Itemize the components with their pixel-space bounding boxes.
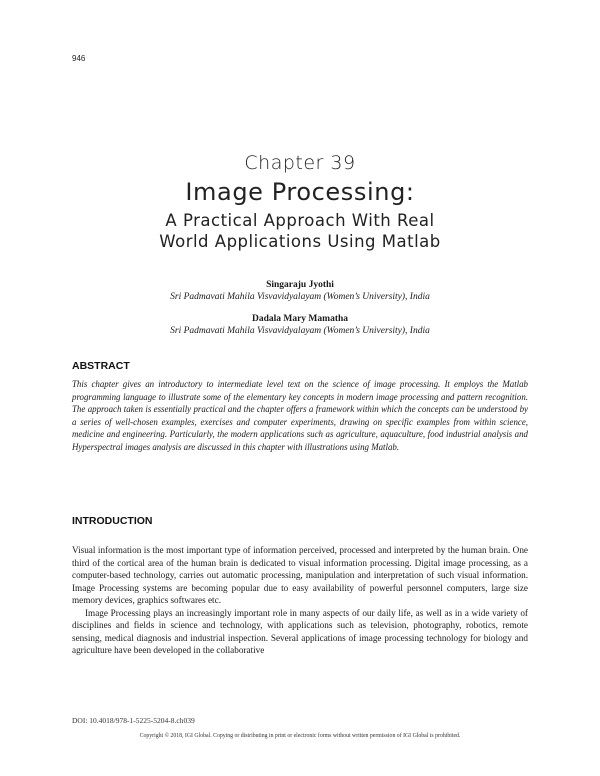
page-number: 946 <box>72 54 86 63</box>
introduction-paragraph-1: Visual information is the most important type of information perceived, processed and interpreted by the human brain. One third of the cortical area of the human brain is dedicated to visual information processing. Digital image processing, as a computer-based technology, carries out automatic processing, manipulation and interpretation of such visual information. Image Processing systems are becoming popular due to easy availability of powerful personnel computers, large size memory devices, graphics softwares etc. <box>72 545 528 605</box>
abstract-heading: ABSTRACT <box>72 360 130 372</box>
doi: DOI: 10.4018/978-1-5225-5204-8.ch039 <box>72 716 195 725</box>
chapter-title: Image Processing: <box>185 178 415 206</box>
author-name: Singaraju Jyothi <box>266 280 334 290</box>
author-block-1 <box>0 279 600 303</box>
abstract-text: This chapter gives an introductory to intermediate level text on the science of image processing. It employs the Matlab programming language to illustrate some of the elementary key concepts in modern image processing and pattern recognition. The approach taken is essentially practical and the chapter offers a framework within which the concepts can be understood by a series of well-chosen examples, exercises and computer experiments, drawing on specific examples from within science, medicine and engineering. Particularly, the modern applications such as agriculture, aquaculture, food industrial analysis and Hyperspectral images analysis are discussed in this chapter with illustrations using Matlab. <box>72 379 528 452</box>
author-affiliation: Sri Padmavati Mahila Visvavidyalayam (Women’s University), India <box>170 326 430 336</box>
chapter-subtitle-line-1: A Practical Approach With Real <box>165 211 435 230</box>
chapter-subtitle-line-2: World Applications Using Matlab <box>159 232 441 251</box>
copyright-notice: Copyright © 2018, IGI Global. Copying or distributing in print or electronic forms without written permission of IGI Global is prohibited. <box>139 733 461 739</box>
introduction-paragraph-2: Image Processing plays an increasingly important role in many aspects of our daily life, as well as in a wide variety of disciplines and fields in science and technology, with applications such as television, photography, robotics, remote sensing, medical diagnosis and industrial inspection. Several applications of image processing technology for biology and agriculture have been developed in the collaborative <box>72 607 528 655</box>
introduction-body <box>72 544 528 657</box>
chapter-label: Chapter 39 <box>244 152 356 174</box>
author-block-2 <box>0 313 600 337</box>
chapter-subtitle <box>0 210 600 252</box>
author-affiliation: Sri Padmavati Mahila Visvavidyalayam (Women’s University), India <box>170 292 430 302</box>
author-name: Dadala Mary Mamatha <box>251 314 349 324</box>
introduction-heading: INTRODUCTION <box>72 515 153 527</box>
